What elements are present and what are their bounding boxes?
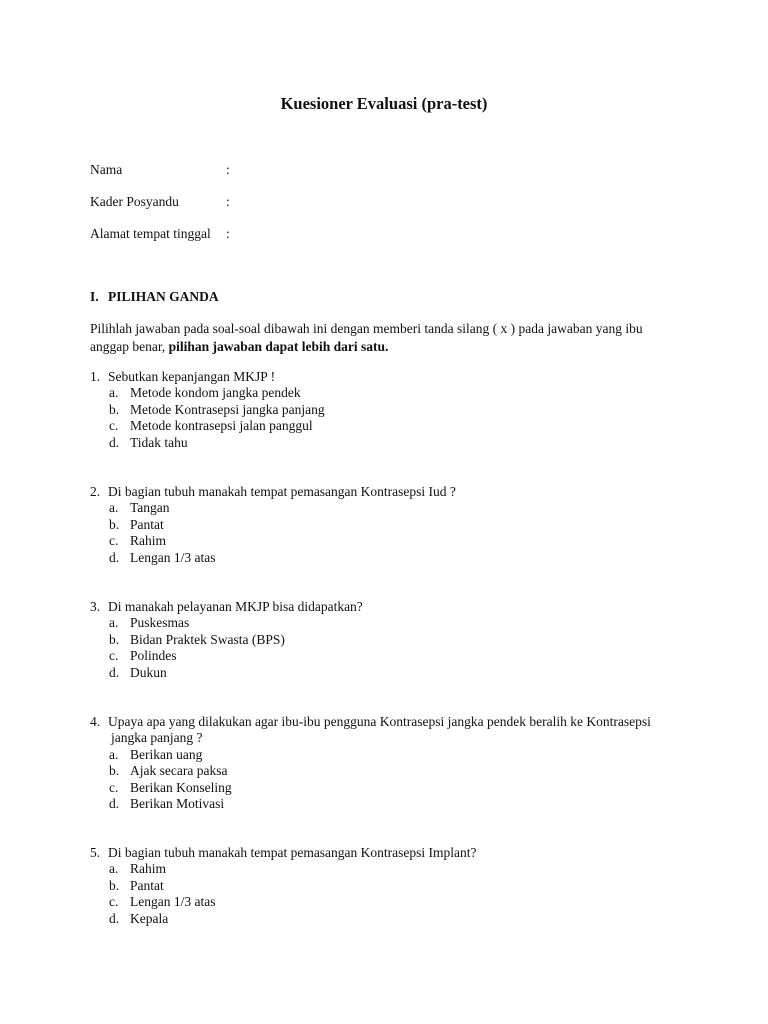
option-letter: b. — [109, 877, 120, 893]
question-number: 1. — [90, 369, 101, 384]
question-text: Di bagian tubuh manakah tempat pemasangan Kontrasepsi Iud ? — [108, 484, 456, 499]
option-text: Pantat — [130, 877, 164, 893]
option-letter: d. — [109, 549, 120, 565]
question-line — [90, 484, 690, 500]
option-letter: d. — [109, 910, 120, 926]
option-5a[interactable] — [90, 861, 690, 877]
option-4d[interactable] — [90, 796, 690, 812]
field-label: Alamat tempat tinggal — [90, 226, 211, 241]
option-1c[interactable] — [90, 418, 690, 434]
question-3 — [90, 599, 690, 681]
question-number: 3. — [90, 599, 101, 614]
option-letter: d. — [109, 434, 120, 450]
option-letter: c. — [109, 894, 119, 910]
option-3c[interactable] — [90, 648, 690, 664]
option-text: Puskesmas — [130, 615, 190, 631]
question-text: Sebutkan kepanjangan MKJP ! — [108, 369, 276, 384]
question-line — [90, 714, 690, 730]
option-3a[interactable] — [90, 615, 690, 631]
question-text: Di manakah pelayanan MKJP bisa didapatkan? — [108, 599, 363, 614]
option-letter: a. — [109, 385, 119, 401]
option-letter: c. — [109, 648, 119, 664]
option-letter: b. — [109, 763, 120, 779]
instructions-bold: pilihan jawaban dapat lebih dari satu. — [168, 339, 389, 354]
option-text: Berikan Motivasi — [130, 796, 225, 812]
option-text: Metode kondom jangka pendek — [130, 385, 301, 401]
question-text: Upaya apa yang dilakukan agar ibu-ibu pengguna Kontrasepsi jangka pendek beralih ke Kontrasepsi — [108, 714, 651, 729]
section-heading — [90, 289, 219, 305]
kader-posyandu-input[interactable] — [236, 193, 636, 211]
option-text: Tangan — [130, 500, 170, 516]
question-1 — [90, 369, 690, 451]
option-letter: a. — [109, 746, 119, 762]
option-letter: d. — [109, 664, 120, 680]
option-text: Bidan Praktek Swasta (BPS) — [130, 631, 285, 647]
section-number: I. — [90, 289, 99, 304]
option-4c[interactable] — [90, 780, 690, 796]
field-label: Kader Posyandu — [90, 194, 179, 209]
option-letter: a. — [109, 500, 119, 516]
option-letter: c. — [109, 418, 119, 434]
question-continuation: jangka panjang ? — [111, 730, 203, 746]
nama-input[interactable] — [236, 161, 636, 179]
document-title: Kuesioner Evaluasi (pra-test) — [280, 94, 488, 113]
option-1a[interactable] — [90, 385, 690, 401]
option-letter: c. — [109, 779, 119, 795]
option-letter: b. — [109, 401, 120, 417]
option-1b[interactable] — [90, 402, 690, 418]
option-text: Pantat — [130, 516, 164, 532]
option-text: Berikan Konseling — [130, 779, 232, 795]
option-letter: d. — [109, 796, 120, 812]
option-text: Lengan 1/3 atas — [130, 549, 216, 565]
instructions — [90, 320, 680, 356]
option-text: Rahim — [130, 533, 166, 549]
option-2a[interactable] — [90, 500, 690, 516]
question-line — [90, 845, 690, 861]
option-letter: b. — [109, 631, 120, 647]
question-line — [90, 369, 690, 385]
option-text: Dukun — [130, 664, 167, 680]
option-text: Kepala — [130, 910, 169, 926]
option-3b[interactable] — [90, 632, 690, 648]
option-text: Ajak secara paksa — [130, 763, 228, 779]
option-letter: a. — [109, 615, 119, 631]
option-text: Metode Kontrasepsi jangka panjang — [130, 401, 325, 417]
field-colon: : — [226, 194, 230, 209]
option-letter: c. — [109, 533, 119, 549]
question-line — [90, 599, 690, 615]
option-text: Lengan 1/3 atas — [130, 894, 216, 910]
question-2 — [90, 484, 690, 566]
question-text: Di bagian tubuh manakah tempat pemasangan Kontrasepsi Implant? — [108, 845, 477, 860]
question-number: 5. — [90, 845, 101, 860]
option-2c[interactable] — [90, 533, 690, 549]
question-number: 2. — [90, 484, 101, 499]
option-text: Tidak tahu — [130, 434, 188, 450]
option-2b[interactable] — [90, 517, 690, 533]
option-letter: b. — [109, 516, 120, 532]
option-text: Metode kontrasepsi jalan panggul — [130, 418, 313, 434]
option-text: Rahim — [130, 861, 166, 877]
field-label: Nama — [90, 162, 123, 177]
option-1d[interactable] — [90, 435, 690, 451]
option-letter: a. — [109, 861, 119, 877]
instructions-text: Pilihlah jawaban pada soal-soal dibawah ini dengan memberi tanda silang ( x ) pada jawaban yang ibu anggap benar, — [90, 321, 643, 354]
option-3d[interactable] — [90, 665, 690, 681]
field-colon: : — [226, 226, 230, 241]
option-2d[interactable] — [90, 550, 690, 566]
question-number: 4. — [90, 714, 101, 729]
section-title: PILIHAN GANDA — [108, 289, 219, 304]
alamat-input[interactable] — [236, 225, 636, 243]
option-text: Berikan uang — [130, 746, 203, 762]
option-4a[interactable] — [90, 747, 690, 763]
field-colon: : — [226, 162, 230, 177]
option-5c[interactable] — [90, 894, 690, 910]
option-4b[interactable] — [90, 763, 690, 779]
option-text: Polindes — [130, 648, 177, 664]
question-5 — [90, 845, 690, 927]
option-5d[interactable] — [90, 911, 690, 927]
option-5b[interactable] — [90, 878, 690, 894]
question-4 — [90, 714, 690, 812]
